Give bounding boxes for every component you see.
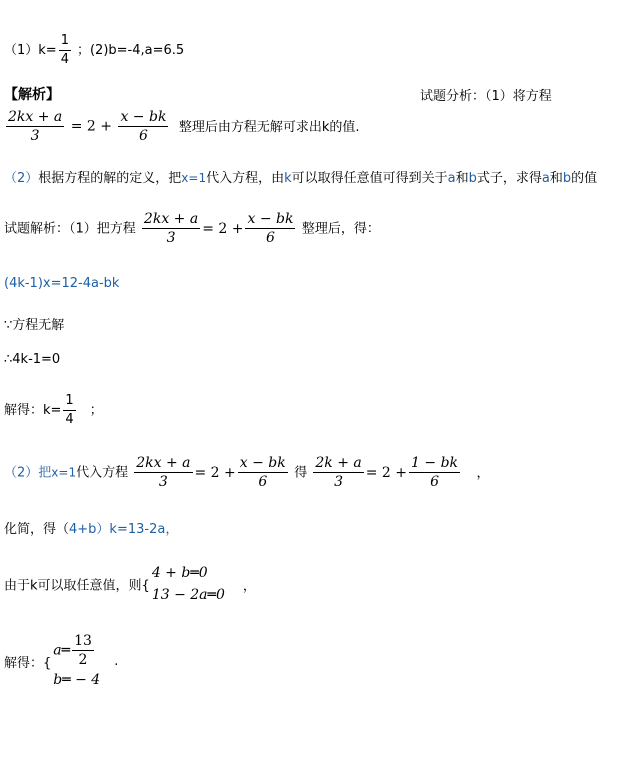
analysis-label: 试题分析：（1）将方程 (420, 89, 552, 104)
solve-k-line: 解得：k= $\frac{1}{4}$ ； (4, 393, 103, 427)
solution-2-line: （2）把x=1代入方程 $\frac{2kx + a}{3}$ = 2 + $\frac{x - bk}{6}$ 得 $\frac{2k + a}{3}$ = 2 + $\frac{1 - bk}{6}$ ， (4, 455, 490, 490)
jiexi-heading: 【解析】 (4, 87, 60, 103)
answer-part2: ；(2)b=-4,a=6.5 (76, 43, 185, 58)
line2-text: 整理后由方程无解可求出k的值. (178, 119, 360, 135)
equation-line-1: $\frac{2kx + a}{3}$ = 2 + $\frac{x - bk}{6}$ 整理后由方程无解可求出k的值. (8, 109, 360, 144)
step-equation: (4k-1)x=12-4a-bk (4, 276, 120, 291)
final-solution: 解得：{ a═ $\frac{13}{2}$ b═ − 4 . (4, 632, 118, 691)
system-equations: 4 + b═0 13 − 2a═0 (151, 565, 225, 603)
lhs-fraction: $\frac{2kx + a}{3}$ (8, 109, 63, 144)
final-system: a═ $\frac{13}{2}$ b═ − 4 (53, 633, 101, 688)
rhs-fraction: $\frac{x - bk}{6}$ (120, 109, 167, 144)
solve-k-fraction: $\frac{1}{4}$ (65, 393, 74, 427)
solution-1-equation: $\frac{2kx + a}{3}$ = 2 + $\frac{x - bk}{6}$ (143, 211, 294, 246)
k-fraction: $\frac{1}{4}$ (60, 33, 69, 67)
solution-1-line: 试题解析：（1）把方程 $\frac{2kx + a}{3}$ = 2 + $\frac{x - bk}{6}$ 整理后，得： (4, 211, 380, 246)
answer-part1: （1）k= (4, 43, 57, 58)
therefore-line: ∴4k-1=0 (4, 352, 61, 367)
because-line: ∵方程无解 (4, 318, 65, 333)
answer-line (4, 32, 184, 69)
analysis-part2: （2）根据方程的解的定义，把x=1代入方程，由k可以取得任意值可得到关于a和b式子，求得a和b的值 (4, 171, 598, 186)
since-k-line: 由于k可以取任意值，则{ 4 + b═0 13 − 2a═0 ， (4, 562, 256, 606)
simplify-line: 化简，得（4+b）k=13-2a， (4, 522, 179, 537)
